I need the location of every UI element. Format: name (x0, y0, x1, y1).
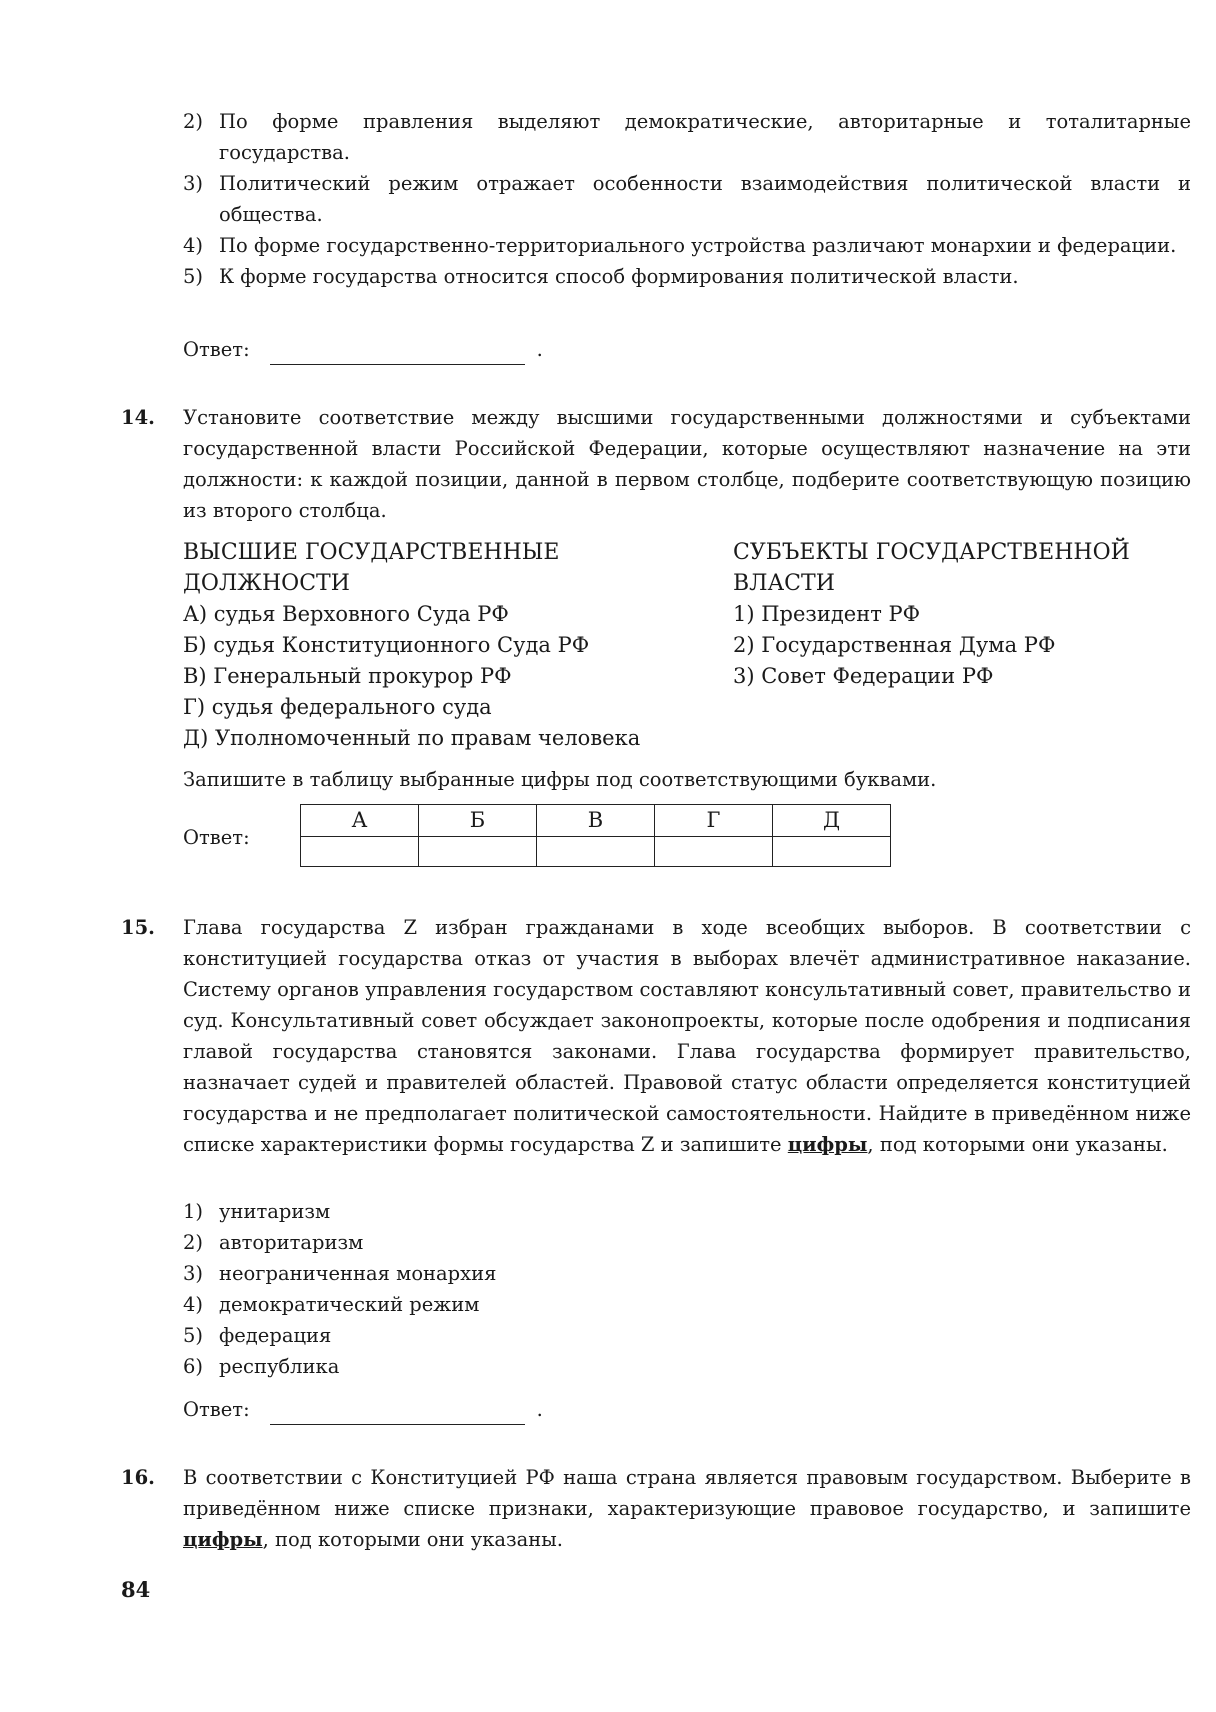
q16 (121, 1462, 1191, 1555)
option-number: 6) (183, 1355, 204, 1378)
option-text: авторитаризм (219, 1231, 364, 1254)
answer-table-header-row (301, 805, 891, 837)
question-number: 14. (121, 406, 155, 429)
answer-label: Ответ: (183, 826, 250, 849)
answer-cell[interactable] (537, 837, 655, 867)
q15-option (183, 1196, 1191, 1227)
question-text-tail: , под которыми они указаны. (262, 1528, 563, 1551)
left-column-heading: ВЫСШИЕ ГОСУДАРСТВЕННЫЕ (183, 540, 560, 565)
left-column-heading: ДОЛЖНОСТИ (183, 571, 350, 596)
answer-table-header: Г (655, 805, 773, 837)
q13-answer-field[interactable] (270, 342, 525, 365)
question-number: 16. (121, 1466, 155, 1489)
answer-table-header: Б (419, 805, 537, 837)
question-text: Установите соответствие между высшими государственными должностями и субъектами государственной власти Российской Федерации, которые осуществляют назначение на эти должности: к каждой позиции, данной в первом столбце, подберите соответствующую позицию из второго столбца. (183, 406, 1191, 522)
q15 (121, 912, 1191, 1160)
answer-cell[interactable] (655, 837, 773, 867)
answer-label: Ответ: (183, 1398, 250, 1421)
q15-answer-field[interactable] (270, 1402, 525, 1425)
question-number: 15. (121, 916, 155, 939)
position-item: Д) Уполномоченный по правам человека (183, 726, 641, 750)
page-number: 84 (121, 1577, 151, 1602)
right-column-heading: ВЛАСТИ (733, 571, 835, 596)
q13-options (183, 106, 1191, 292)
option-number: 2) (183, 1231, 204, 1254)
q13-option (183, 230, 1191, 261)
option-text: демократический режим (219, 1293, 480, 1316)
answer-table-header: А (301, 805, 419, 837)
answer-cell[interactable] (301, 837, 419, 867)
q13-option (183, 168, 1191, 230)
answer-cell[interactable] (773, 837, 891, 867)
subject-item: 3) Совет Федерации РФ (733, 664, 994, 688)
option-text: унитаризм (219, 1200, 331, 1223)
option-number: 2) (183, 110, 204, 133)
option-text: К форме государства относится способ формирования политической власти. (219, 265, 1019, 288)
option-text: республика (219, 1355, 340, 1378)
q14-answer-table (300, 804, 891, 867)
emphasis-word: цифры (183, 1528, 263, 1551)
option-number: 3) (183, 172, 204, 195)
q13-option (183, 106, 1191, 168)
right-column-heading: СУБЪЕКТЫ ГОСУДАРСТВЕННОЙ (733, 540, 1130, 565)
subject-item: 2) Государственная Дума РФ (733, 633, 1056, 657)
q15-answer (183, 1394, 543, 1425)
option-number: 1) (183, 1200, 204, 1223)
answer-table-header: В (537, 805, 655, 837)
q15-option (183, 1289, 1191, 1320)
answer-table-input-row (301, 837, 891, 867)
emphasis-word: цифры (787, 1133, 868, 1156)
position-item: А) судья Верховного Суда РФ (183, 602, 509, 626)
q14-left-column (183, 537, 703, 754)
answer-dot: . (536, 1398, 543, 1421)
question-text (183, 912, 1191, 1160)
q14 (121, 402, 1191, 526)
q15-option (183, 1351, 1191, 1382)
position-item: В) Генеральный прокурор РФ (183, 664, 512, 688)
q14-right-column (733, 537, 1193, 692)
question-text-main: Глава государства Z избран гражданами в ходе всеобщих выборов. В соответствии с конституцией государства отказ от участия в выборах влечёт административное наказание. Систему органов управления государством составляют консультативный совет, правительство и суд. Консультативный совет обсуждает законопроекты, которые после одобрения и подписания главой государства становятся законами. Глава государства формирует правительство, назначает судей и правителей областей. Правовой статус области определяется конституцией государства и не предполагает политической самостоятельности. Найдите в приведённом ниже списке характеристики формы государства Z и запишите (183, 916, 1191, 1156)
q14-instruction: Запишите в таблицу выбранные цифры под соответствующими буквами. (183, 768, 937, 791)
answer-label: Ответ: (183, 338, 250, 361)
position-item: Б) судья Конституционного Суда РФ (183, 633, 590, 657)
q15-option (183, 1258, 1191, 1289)
answer-cell[interactable] (419, 837, 537, 867)
answer-table-header: Д (773, 805, 891, 837)
answer-dot: . (536, 338, 543, 361)
q15-options (183, 1196, 1191, 1382)
option-text: Политический режим отражает особенности взаимодействия политической власти и общества. (219, 172, 1191, 226)
q13-answer (183, 334, 543, 365)
option-number: 3) (183, 1262, 204, 1285)
option-text: По форме государственно-территориального устройства различают монархии и федерации. (219, 234, 1177, 257)
q15-option (183, 1320, 1191, 1351)
question-text (183, 1462, 1191, 1555)
option-number: 5) (183, 265, 204, 288)
option-text: неограниченная монархия (219, 1262, 497, 1285)
subject-item: 1) Президент РФ (733, 602, 921, 626)
option-number: 5) (183, 1324, 204, 1347)
option-text: федерация (219, 1324, 332, 1347)
option-number: 4) (183, 1293, 204, 1316)
question-text-main: В соответствии с Конституцией РФ наша страна является правовым государством. Выберите в приведённом ниже списке признаки, характеризующие правовое государство, и запишите (183, 1466, 1191, 1520)
option-number: 4) (183, 234, 204, 257)
q13-option (183, 261, 1191, 292)
question-text-tail: , под которыми они указаны. (867, 1133, 1168, 1156)
option-text: По форме правления выделяют демократические, авторитарные и тоталитарные государства. (219, 110, 1191, 164)
position-item: Г) судья федерального суда (183, 695, 492, 719)
q15-option (183, 1227, 1191, 1258)
